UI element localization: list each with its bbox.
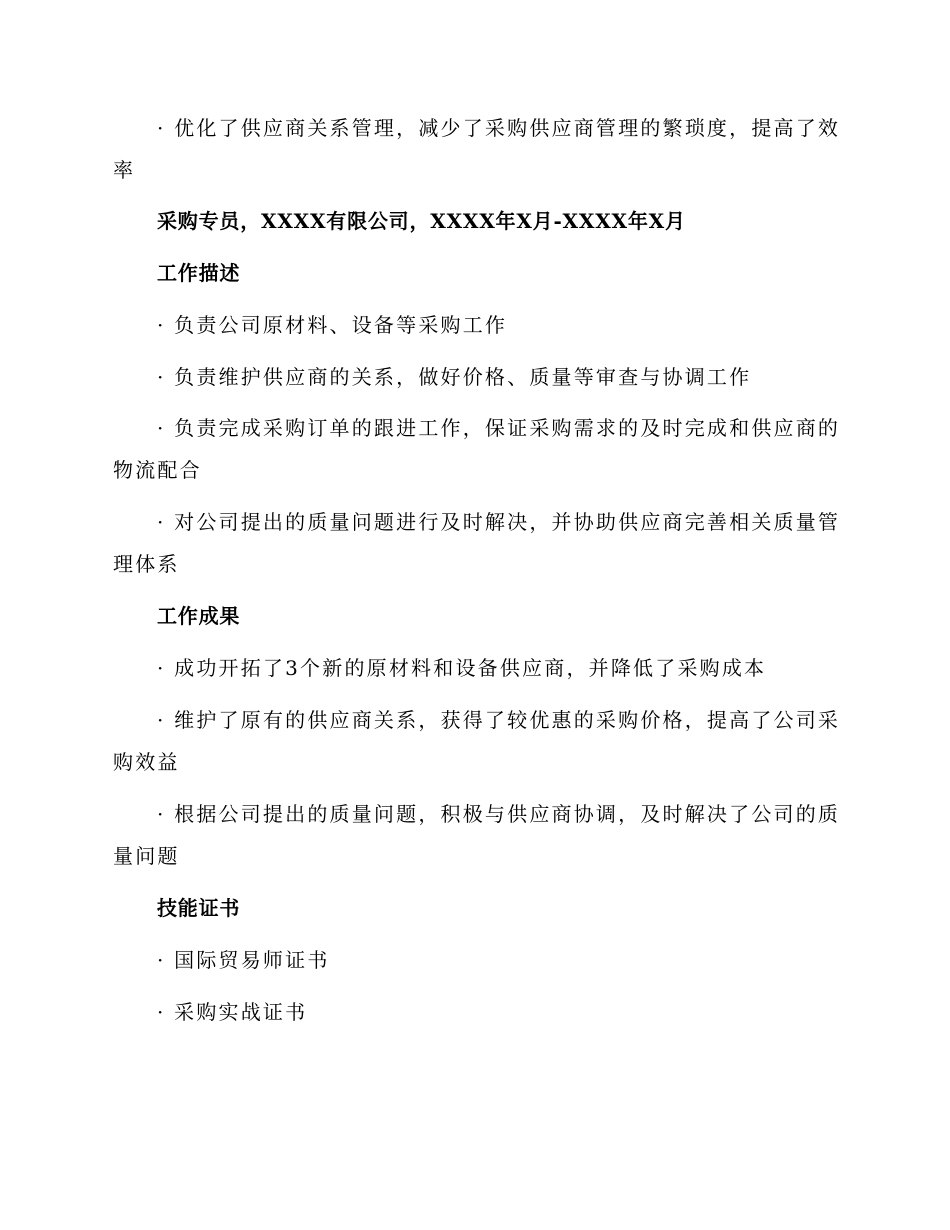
certificate-item: · 采购实战证书 (157, 1000, 308, 1024)
bullet-text-line: 理体系 (113, 552, 180, 576)
bullet-text-line: · 根据公司提出的质量问题，积极与供应商协调，及时解决了公司的质 (157, 802, 841, 826)
bullet-text-line: · 优化了供应商关系管理，减少了采购供应商管理的繁琐度，提高了效 (157, 116, 841, 140)
section-heading-description: 工作描述 (157, 261, 241, 285)
bullet-text-line: · 负责完成采购订单的跟进工作，保证采购需求的及时完成和供应商的 (157, 416, 841, 440)
bullet-text-line: · 对公司提出的质量问题进行及时解决，并协助供应商完善相关质量管 (157, 510, 841, 534)
bullet-text-line: · 维护了原有的供应商关系，获得了较优惠的采购价格，提高了公司采 (157, 708, 841, 732)
bullet-text-line: · 负责公司原材料、设备等采购工作 (157, 313, 508, 337)
job-title-heading: 采购专员，XXXX有限公司，XXXX年X月-XXXX年X月 (157, 209, 686, 233)
certificate-item: · 国际贸易师证书 (157, 948, 330, 972)
bullet-text-line: · 成功开拓了3个新的原材料和设备供应商，并降低了采购成本 (157, 656, 767, 680)
section-heading-certificates: 技能证书 (157, 896, 241, 920)
bullet-text-line: · 负责维护供应商的关系，做好价格、质量等审查与协调工作 (157, 365, 752, 389)
section-heading-achievements: 工作成果 (157, 604, 241, 628)
bullet-text-line: 物流配合 (113, 458, 202, 482)
bullet-text-line: 量问题 (113, 844, 180, 868)
bullet-text-line: 率 (113, 158, 136, 182)
bullet-text-line: 购效益 (113, 750, 180, 774)
